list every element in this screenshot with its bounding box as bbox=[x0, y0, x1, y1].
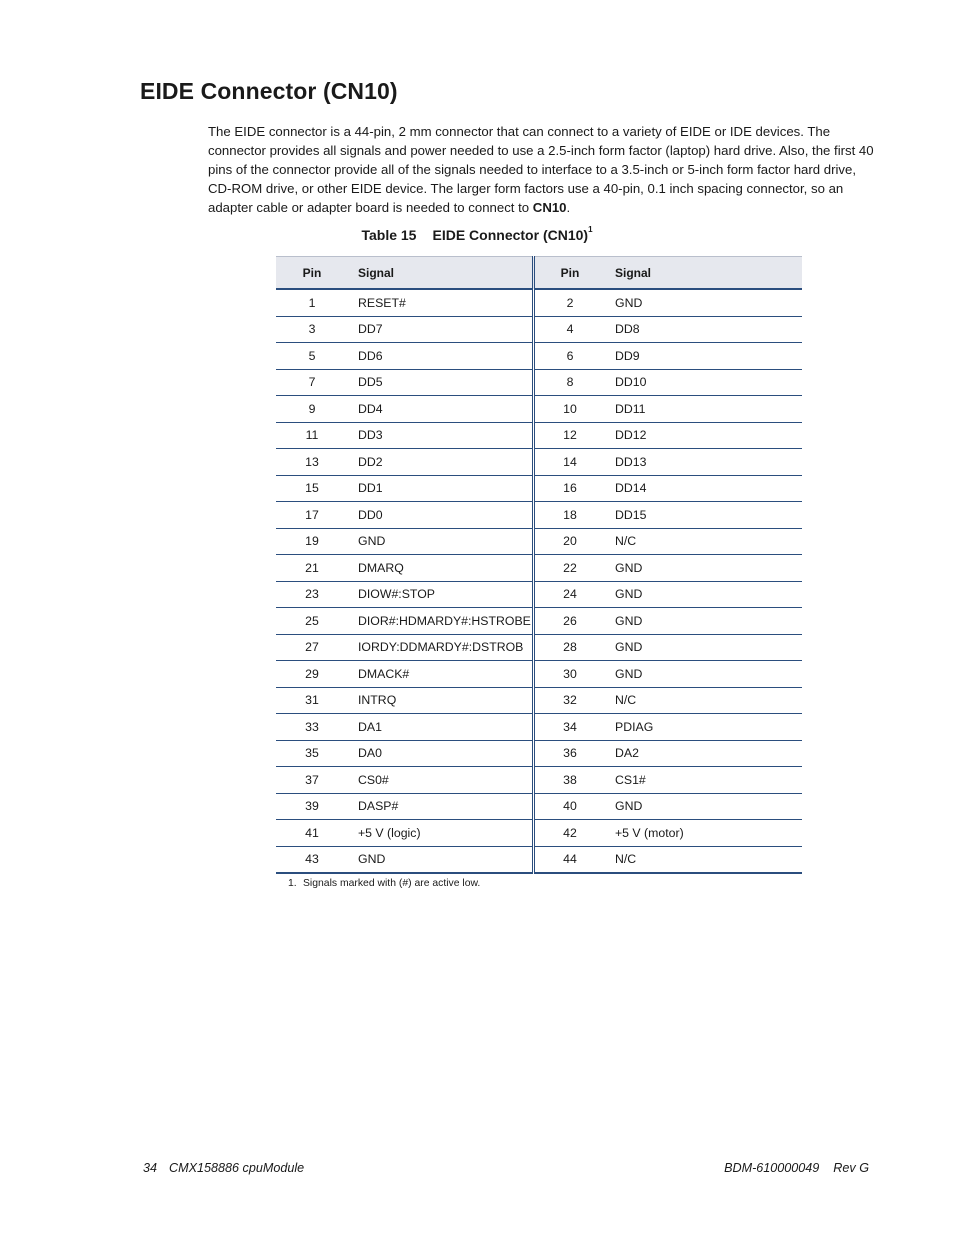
cell-signal-left: IORDY:DDMARDY#:DSTROB bbox=[348, 634, 534, 661]
table-row bbox=[276, 475, 802, 502]
cell-signal-left: DA0 bbox=[348, 740, 534, 767]
cell-pin-right: 20 bbox=[534, 528, 606, 555]
footer-left bbox=[143, 1161, 304, 1175]
cell-signal-left: DD3 bbox=[348, 422, 534, 449]
cell-pin-left: 29 bbox=[276, 661, 348, 688]
cell-signal-left: DIOR#:HDMARDY#:HSTROBE bbox=[348, 608, 534, 635]
cell-signal-right: DD13 bbox=[605, 449, 802, 476]
table-caption-title: EIDE Connector (CN10) bbox=[432, 227, 589, 243]
cell-pin-right: 40 bbox=[534, 793, 606, 820]
cell-pin-right: 18 bbox=[534, 502, 606, 529]
table-row bbox=[276, 793, 802, 820]
table-caption bbox=[0, 227, 954, 243]
cell-pin-right: 16 bbox=[534, 475, 606, 502]
pin-table-body bbox=[276, 289, 802, 873]
cell-signal-left: DD1 bbox=[348, 475, 534, 502]
cell-signal-right: GND bbox=[605, 581, 802, 608]
cell-signal-right: PDIAG bbox=[605, 714, 802, 741]
table-row bbox=[276, 369, 802, 396]
intro-end: . bbox=[566, 200, 571, 215]
cell-signal-left: INTRQ bbox=[348, 687, 534, 714]
cell-pin-left: 21 bbox=[276, 555, 348, 582]
cell-signal-right: GND bbox=[605, 555, 802, 582]
product-name: CMX158886 cpuModule bbox=[169, 1161, 305, 1175]
table-row bbox=[276, 687, 802, 714]
table-row bbox=[276, 608, 802, 635]
cell-signal-right: DD15 bbox=[605, 502, 802, 529]
table-row bbox=[276, 289, 802, 316]
table-caption-note: 1 bbox=[588, 225, 593, 235]
cell-pin-right: 38 bbox=[534, 767, 606, 794]
pin-table bbox=[276, 256, 802, 874]
table-row bbox=[276, 714, 802, 741]
cell-pin-right: 10 bbox=[534, 396, 606, 423]
table-row bbox=[276, 767, 802, 794]
cell-pin-right: 4 bbox=[534, 316, 606, 343]
cell-signal-left: DD2 bbox=[348, 449, 534, 476]
table-row bbox=[276, 502, 802, 529]
cell-pin-right: 30 bbox=[534, 661, 606, 688]
cell-pin-left: 33 bbox=[276, 714, 348, 741]
header-signal-right: Signal bbox=[605, 257, 802, 290]
cell-pin-left: 13 bbox=[276, 449, 348, 476]
table-row bbox=[276, 343, 802, 370]
table-row bbox=[276, 846, 802, 873]
cell-pin-right: 42 bbox=[534, 820, 606, 847]
cell-pin-right: 26 bbox=[534, 608, 606, 635]
cell-pin-right: 34 bbox=[534, 714, 606, 741]
cell-signal-right: DD8 bbox=[605, 316, 802, 343]
cell-pin-left: 7 bbox=[276, 369, 348, 396]
cell-pin-right: 6 bbox=[534, 343, 606, 370]
footer-right bbox=[724, 1161, 869, 1175]
cell-signal-left: DA1 bbox=[348, 714, 534, 741]
intro-paragraph bbox=[208, 122, 876, 217]
footnote-number: 1. bbox=[288, 878, 297, 889]
cell-pin-right: 8 bbox=[534, 369, 606, 396]
table-row bbox=[276, 581, 802, 608]
cell-signal-left: DD4 bbox=[348, 396, 534, 423]
cell-signal-right: GND bbox=[605, 793, 802, 820]
cell-pin-right: 12 bbox=[534, 422, 606, 449]
cell-pin-left: 19 bbox=[276, 528, 348, 555]
cell-pin-left: 37 bbox=[276, 767, 348, 794]
intro-bold-ref: CN10 bbox=[532, 200, 567, 215]
cell-pin-right: 14 bbox=[534, 449, 606, 476]
cell-pin-left: 39 bbox=[276, 793, 348, 820]
cell-signal-right: GND bbox=[605, 608, 802, 635]
cell-pin-left: 43 bbox=[276, 846, 348, 873]
cell-signal-left: CS0# bbox=[348, 767, 534, 794]
cell-signal-right: N/C bbox=[605, 687, 802, 714]
cell-pin-right: 2 bbox=[534, 289, 606, 316]
page-number: 34 bbox=[143, 1161, 158, 1175]
cell-pin-right: 24 bbox=[534, 581, 606, 608]
cell-pin-left: 31 bbox=[276, 687, 348, 714]
cell-pin-right: 36 bbox=[534, 740, 606, 767]
cell-pin-right: 44 bbox=[534, 846, 606, 873]
cell-pin-left: 17 bbox=[276, 502, 348, 529]
table-row bbox=[276, 528, 802, 555]
table-row bbox=[276, 555, 802, 582]
cell-pin-left: 1 bbox=[276, 289, 348, 316]
cell-signal-left: RESET# bbox=[348, 289, 534, 316]
footnote bbox=[288, 878, 480, 889]
cell-signal-left: GND bbox=[348, 528, 534, 555]
doc-number: BDM-610000049 bbox=[724, 1161, 820, 1175]
intro-text: The EIDE connector is a 44-pin, 2 mm connector that can connect to a variety of EIDE or IDE devices. The connector provides all signals and power needed to use a 2.5-inch form factor (laptop) hard drive. Also, the first 40 pins of the connector provide all of the signals needed to interface to a 3.5-inch or 5-inch form factor hard drive, CD-ROM drive, or other EIDE device. The larger form factors use a 40-pin, 0.1 inch spacing connector, so an adapter cable or adapter board is needed to connect to bbox=[208, 124, 874, 215]
cell-pin-left: 5 bbox=[276, 343, 348, 370]
table-row bbox=[276, 449, 802, 476]
cell-signal-right: GND bbox=[605, 634, 802, 661]
cell-pin-left: 27 bbox=[276, 634, 348, 661]
cell-signal-left: DMARQ bbox=[348, 555, 534, 582]
table-row bbox=[276, 422, 802, 449]
cell-pin-left: 23 bbox=[276, 581, 348, 608]
table-row bbox=[276, 740, 802, 767]
cell-signal-right: GND bbox=[605, 289, 802, 316]
header-pin-right: Pin bbox=[534, 257, 606, 290]
table-row bbox=[276, 634, 802, 661]
cell-signal-right: DD9 bbox=[605, 343, 802, 370]
table-row bbox=[276, 820, 802, 847]
cell-signal-right: CS1# bbox=[605, 767, 802, 794]
cell-pin-right: 28 bbox=[534, 634, 606, 661]
page-title: EIDE Connector (CN10) bbox=[140, 78, 398, 104]
cell-pin-left: 15 bbox=[276, 475, 348, 502]
cell-signal-right: GND bbox=[605, 661, 802, 688]
table-header-row bbox=[276, 257, 802, 290]
cell-signal-left: DD5 bbox=[348, 369, 534, 396]
table-row bbox=[276, 316, 802, 343]
cell-signal-right: +5 V (motor) bbox=[605, 820, 802, 847]
cell-signal-right: DD10 bbox=[605, 369, 802, 396]
footnote-text: Signals marked with (#) are active low. bbox=[303, 878, 481, 889]
cell-pin-left: 9 bbox=[276, 396, 348, 423]
cell-pin-left: 25 bbox=[276, 608, 348, 635]
cell-signal-right: N/C bbox=[605, 528, 802, 555]
cell-signal-right: N/C bbox=[605, 846, 802, 873]
cell-signal-left: +5 V (logic) bbox=[348, 820, 534, 847]
cell-signal-left: DD7 bbox=[348, 316, 534, 343]
cell-signal-left: DIOW#:STOP bbox=[348, 581, 534, 608]
cell-signal-left: DASP# bbox=[348, 793, 534, 820]
cell-signal-right: DD12 bbox=[605, 422, 802, 449]
cell-pin-right: 32 bbox=[534, 687, 606, 714]
cell-signal-right: DD14 bbox=[605, 475, 802, 502]
cell-pin-left: 3 bbox=[276, 316, 348, 343]
cell-pin-left: 11 bbox=[276, 422, 348, 449]
cell-pin-left: 41 bbox=[276, 820, 348, 847]
revision: Rev G bbox=[833, 1161, 869, 1175]
table-row bbox=[276, 396, 802, 423]
cell-pin-right: 22 bbox=[534, 555, 606, 582]
header-pin-left: Pin bbox=[276, 257, 348, 290]
cell-signal-right: DD11 bbox=[605, 396, 802, 423]
cell-signal-left: DMACK# bbox=[348, 661, 534, 688]
header-signal-left: Signal bbox=[348, 257, 534, 290]
table-row bbox=[276, 661, 802, 688]
cell-signal-right: DA2 bbox=[605, 740, 802, 767]
cell-pin-left: 35 bbox=[276, 740, 348, 767]
cell-signal-left: GND bbox=[348, 846, 534, 873]
table-caption-label: Table 15 bbox=[361, 227, 417, 243]
cell-signal-left: DD6 bbox=[348, 343, 534, 370]
cell-signal-left: DD0 bbox=[348, 502, 534, 529]
